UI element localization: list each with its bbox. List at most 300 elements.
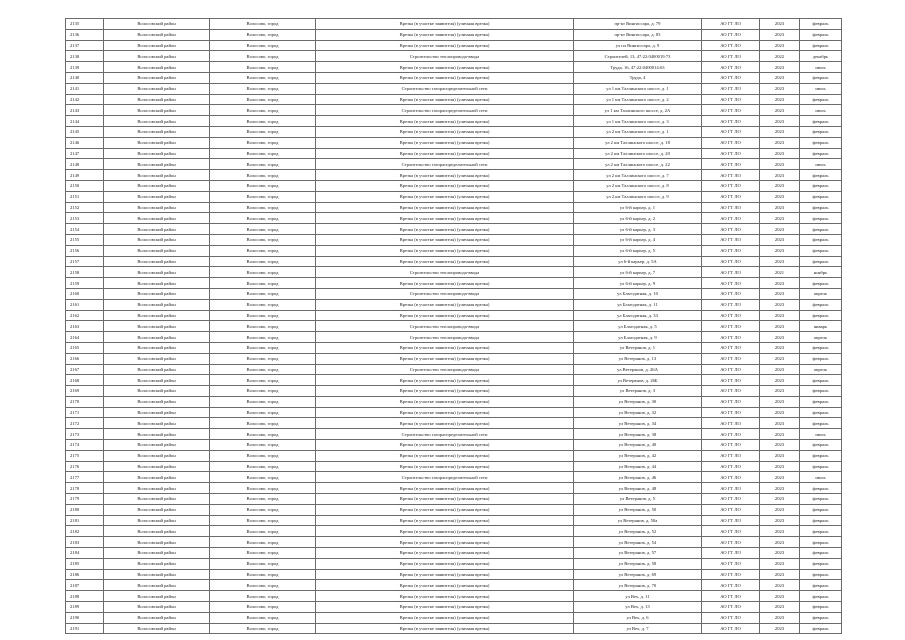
table-row [66,494,842,505]
row-number-cell: 2141 [66,83,104,94]
contractor-cell: АО ГТ ЛО [702,180,760,191]
month-cell: июль [800,472,842,483]
district-cell: Волосовский район [104,213,210,224]
row-number-cell: 2152 [66,202,104,213]
table-row [66,472,842,483]
year-cell: 2022 [760,51,800,62]
contractor-cell: АО ГТ ЛО [702,148,760,159]
year-cell: 2023 [760,29,800,40]
district-cell: Волосовский район [104,159,210,170]
row-number-cell: 2182 [66,526,104,537]
address-cell: ул Ветеранов, д. 40 [574,440,702,451]
year-cell: 2023 [760,72,800,83]
work-type-cell: Врезка (в участке заявителя) (уличная врезка) [316,342,574,353]
address-cell: ул Ветеранов, д. 38 [574,429,702,440]
row-number-cell: 2177 [66,472,104,483]
year-cell: 2023 [760,472,800,483]
month-cell: февраль [800,256,842,267]
settlement-cell: Волосово, город [210,245,316,256]
district-cell: Волосовский район [104,623,210,634]
table-row [66,580,842,591]
settlement-cell: Волосово, город [210,548,316,559]
district-cell: Волосовский район [104,116,210,127]
row-number-cell: 2189 [66,602,104,613]
address-cell: ул 6-й карьер, д. 2 [574,213,702,224]
contractor-cell: АО ГТ ЛО [702,472,760,483]
settlement-cell: Волосово, город [210,332,316,343]
row-number-cell: 2183 [66,537,104,548]
table-row [66,105,842,116]
district-cell: Волосовский район [104,245,210,256]
district-cell: Волосовский район [104,483,210,494]
contractor-cell: АО ГТ ЛО [702,29,760,40]
address-cell: ул 1 км Таллинского шоссе, д. 2А [574,105,702,116]
work-type-cell: Врезка (в участке заявителя) (уличная врезка) [316,180,574,191]
district-cell: Волосовский район [104,83,210,94]
work-type-cell: Врезка (в участке заявителя) (уличная врезка) [316,504,574,515]
work-type-cell: Строительство газораспределительной сети [316,159,574,170]
settlement-cell: Волосово, город [210,29,316,40]
month-cell: апрель [800,288,842,299]
year-cell: 2023 [760,288,800,299]
year-cell: 2023 [760,170,800,181]
month-cell: февраль [800,310,842,321]
work-type-cell: Строительство теплопровода-ввода [316,364,574,375]
year-cell: 2023 [760,494,800,505]
month-cell: февраль [800,116,842,127]
month-cell: февраль [800,342,842,353]
contractor-cell: АО ГТ ЛО [702,83,760,94]
settlement-cell: Волосово, город [210,159,316,170]
settlement-cell: Волосово, город [210,580,316,591]
year-cell: 2023 [760,62,800,73]
settlement-cell: Волосово, город [210,483,316,494]
year-cell: 2023 [760,105,800,116]
address-cell: ул Благодатная, д. 9 [574,332,702,343]
settlement-cell: Волосово, город [210,569,316,580]
district-cell: Волосовский район [104,407,210,418]
year-cell: 2023 [760,526,800,537]
settlement-cell: Волосово, город [210,148,316,159]
month-cell: февраль [800,72,842,83]
work-type-cell: Врезка (в участке заявителя) (уличная врезка) [316,526,574,537]
row-number-cell: 2136 [66,29,104,40]
address-cell: ул 6-й карьер, д. 9 [574,278,702,289]
work-type-cell: Строительство газораспределительной сети [316,429,574,440]
year-cell: 2023 [760,569,800,580]
table-row [66,202,842,213]
month-cell: февраль [800,602,842,613]
row-number-cell: 2164 [66,332,104,343]
work-type-cell: Врезка (в участке заявителя) (уличная врезка) [316,202,574,213]
row-number-cell: 2147 [66,148,104,159]
work-type-cell: Врезка (в участке заявителя) (уличная врезка) [316,548,574,559]
address-cell: ул 2 км Таллинского шоссе, д. 18 [574,137,702,148]
settlement-cell: Волосово, город [210,116,316,127]
month-cell: февраль [800,504,842,515]
settlement-cell: Волосово, город [210,321,316,332]
district-cell: Волосовский район [104,602,210,613]
month-cell: февраль [800,483,842,494]
row-number-cell: 2138 [66,51,104,62]
settlement-cell: Волосово, город [210,429,316,440]
address-cell: пр-кт Вингиссара, д. 79 [574,19,702,30]
table-row [66,51,842,62]
month-cell: февраль [800,299,842,310]
year-cell: 2023 [760,548,800,559]
work-type-cell: Строительство теплопровода-ввода [316,51,574,62]
row-number-cell: 2174 [66,440,104,451]
month-cell: февраль [800,170,842,181]
year-cell: 2023 [760,213,800,224]
settlement-cell: Волосово, город [210,526,316,537]
district-cell: Волосовский район [104,548,210,559]
work-type-cell: Врезка (в участке заявителя) (уличная врезка) [316,256,574,267]
address-cell: ул 1 км Таллинского шоссе, д. 2 [574,94,702,105]
row-number-cell: 2144 [66,116,104,127]
address-cell: ул 1 км Таллинского шоссе, д. 1 [574,83,702,94]
month-cell: февраль [800,558,842,569]
address-cell: Строителей, 13, 47:22:0400019:73 [574,51,702,62]
contractor-cell: АО ГТ ЛО [702,62,760,73]
year-cell: 2023 [760,602,800,613]
row-number-cell: 2148 [66,159,104,170]
settlement-cell: Волосово, город [210,504,316,515]
address-cell: ул Ветеранов, д. 42 [574,450,702,461]
address-cell: ул Ветеранов, д. 13 [574,353,702,364]
row-number-cell: 2178 [66,483,104,494]
contractor-cell: АО ГТ ЛО [702,504,760,515]
work-type-cell: Врезка (в участке заявителя) (уличная врезка) [316,515,574,526]
settlement-cell: Волосово, город [210,180,316,191]
month-cell: февраль [800,180,842,191]
month-cell: июль [800,429,842,440]
row-number-cell: 2159 [66,278,104,289]
district-cell: Волосовский район [104,537,210,548]
settlement-cell: Волосово, город [210,515,316,526]
work-type-cell: Врезка (в участке заявителя) (уличная врезка) [316,407,574,418]
district-cell: Волосовский район [104,375,210,386]
district-cell: Волосовский район [104,224,210,235]
row-number-cell: 2135 [66,19,104,30]
address-cell: ул Ветеранов, д. 26Б [574,375,702,386]
address-cell: ул 2 км Таллинского шоссе, д. 22 [574,159,702,170]
table-row [66,180,842,191]
district-cell: Волосовский район [104,418,210,429]
row-number-cell: 2166 [66,353,104,364]
contractor-cell: АО ГТ ЛО [702,623,760,634]
district-cell: Волосовский район [104,591,210,602]
contractor-cell: АО ГТ ЛО [702,569,760,580]
year-cell: 2023 [760,159,800,170]
month-cell: февраль [800,29,842,40]
address-cell: ул Вех, д. 7 [574,623,702,634]
year-cell: 2023 [760,94,800,105]
year-cell: 2023 [760,558,800,569]
settlement-cell: Волосово, город [210,440,316,451]
district-cell: Волосовский район [104,353,210,364]
district-cell: Волосовский район [104,396,210,407]
month-cell: февраль [800,396,842,407]
row-number-cell: 2158 [66,267,104,278]
work-type-cell: Врезка (в участке заявителя) (уличная врезка) [316,558,574,569]
table-row [66,332,842,343]
address-cell: ул Ветеранов, д. 58 [574,558,702,569]
settlement-cell: Волосово, город [210,450,316,461]
work-type-cell: Врезка (в участке заявителя) (уличная врезка) [316,116,574,127]
address-cell: ул Ветеранов, д. 3 [574,386,702,397]
row-number-cell: 2145 [66,126,104,137]
address-cell: ул Ветеранов, д. 70 [574,580,702,591]
table-row [66,623,842,634]
district-cell: Волосовский район [104,612,210,623]
settlement-cell: Волосово, город [210,40,316,51]
year-cell: 2023 [760,612,800,623]
table-row [66,504,842,515]
settlement-cell: Волосово, город [210,278,316,289]
table-row [66,159,842,170]
table-row [66,83,842,94]
contractor-cell: АО ГТ ЛО [702,342,760,353]
row-number-cell: 2169 [66,386,104,397]
month-cell: февраль [800,353,842,364]
settlement-cell: Волосово, город [210,224,316,235]
row-number-cell: 2150 [66,180,104,191]
work-type-cell: Врезка (в участке заявителя) (уличная врезка) [316,612,574,623]
contractor-cell: АО ГТ ЛО [702,105,760,116]
contractor-cell: АО ГТ ЛО [702,580,760,591]
row-number-cell: 2156 [66,245,104,256]
contractor-cell: АО ГТ ЛО [702,494,760,505]
table-row [66,396,842,407]
work-type-cell: Врезка (в участке заявителя) (уличная врезка) [316,245,574,256]
row-number-cell: 2139 [66,62,104,73]
year-cell: 2023 [760,440,800,451]
district-cell: Волосовский район [104,461,210,472]
year-cell: 2023 [760,515,800,526]
contractor-cell: АО ГТ ЛО [702,170,760,181]
address-cell: ул Ветеранов, д. 69 [574,569,702,580]
district-cell: Волосовский район [104,558,210,569]
settlement-cell: Волосово, город [210,72,316,83]
month-cell: декабрь [800,51,842,62]
row-number-cell: 2186 [66,569,104,580]
table-row [66,116,842,127]
district-cell: Волосовский район [104,321,210,332]
district-cell: Волосовский район [104,51,210,62]
address-cell: ул 6-й карьер, д. 1 [574,202,702,213]
work-type-cell: Врезка (в участке заявителя) (уличная врезка) [316,450,574,461]
contractor-cell: АО ГТ ЛО [702,548,760,559]
month-cell: февраль [800,461,842,472]
month-cell: февраль [800,137,842,148]
settlement-cell: Волосово, город [210,472,316,483]
contractor-cell: АО ГТ ЛО [702,321,760,332]
row-number-cell: 2181 [66,515,104,526]
month-cell: февраль [800,537,842,548]
table-row [66,450,842,461]
settlement-cell: Волосово, город [210,94,316,105]
work-type-cell: Врезка (в участке заявителя) (уличная врезка) [316,483,574,494]
month-cell: февраль [800,94,842,105]
contractor-cell: АО ГТ ЛО [702,137,760,148]
row-number-cell: 2180 [66,504,104,515]
month-cell: февраль [800,202,842,213]
district-cell: Волосовский район [104,72,210,83]
month-cell: февраль [800,148,842,159]
row-number-cell: 2146 [66,137,104,148]
row-number-cell: 2167 [66,364,104,375]
row-number-cell: 2191 [66,623,104,634]
row-number-cell: 2187 [66,580,104,591]
address-cell: ул Ветеранов, д. 46 [574,472,702,483]
address-cell: ул 2 км Таллинского шоссе, д. 9 [574,191,702,202]
district-cell: Волосовский район [104,310,210,321]
year-cell: 2023 [760,580,800,591]
settlement-cell: Волосово, город [210,602,316,613]
address-cell: ул пл Вингиссара, д. 9 [574,40,702,51]
table-row [66,267,842,278]
month-cell: февраль [800,40,842,51]
settlement-cell: Волосово, город [210,386,316,397]
district-cell: Волосовский район [104,234,210,245]
address-cell: ул Ветеранов, д. 57 [574,548,702,559]
table-row [66,342,842,353]
address-cell: ул Ветеранов, д. 1 [574,342,702,353]
district-cell: Волосовский район [104,19,210,30]
work-type-cell: Врезка (в участке заявителя) (уличная врезка) [316,386,574,397]
settlement-cell: Волосово, город [210,202,316,213]
work-type-cell: Врезка (в участке заявителя) (уличная врезка) [316,72,574,83]
month-cell: февраль [800,19,842,30]
contractor-cell: АО ГТ ЛО [702,440,760,451]
work-type-cell: Врезка (в участке заявителя) (уличная врезка) [316,170,574,181]
table-row [66,310,842,321]
work-type-cell: Врезка (в участке заявителя) (уличная врезка) [316,126,574,137]
year-cell: 2023 [760,407,800,418]
table-row [66,612,842,623]
month-cell: февраль [800,569,842,580]
settlement-cell: Волосово, город [210,191,316,202]
work-type-cell: Врезка (в участке заявителя) (уличная врезка) [316,440,574,451]
settlement-cell: Волосово, город [210,591,316,602]
contractor-cell: АО ГТ ЛО [702,126,760,137]
settlement-cell: Волосово, город [210,418,316,429]
table-row [66,602,842,613]
table-row [66,62,842,73]
work-type-cell: Врезка (в участке заявителя) (уличная врезка) [316,494,574,505]
year-cell: 2023 [760,256,800,267]
contractor-cell: АО ГТ ЛО [702,558,760,569]
work-type-cell: Врезка (в участке заявителя) (уличная врезка) [316,191,574,202]
settlement-cell: Волосово, город [210,407,316,418]
month-cell: февраль [800,418,842,429]
contractor-cell: АО ГТ ЛО [702,278,760,289]
contractor-cell: АО ГТ ЛО [702,159,760,170]
year-cell: 2023 [760,504,800,515]
settlement-cell: Волосово, город [210,62,316,73]
address-cell: ул Ветеранов, д. 50 [574,504,702,515]
address-cell: Труда, 4 [574,72,702,83]
address-cell: ул Ветеранов, д. 52 [574,526,702,537]
year-cell: 2023 [760,278,800,289]
work-type-cell: Врезка (в участке заявителя) (уличная врезка) [316,224,574,235]
month-cell: февраль [800,440,842,451]
year-cell: 2023 [760,83,800,94]
work-type-cell: Врезка (в участке заявителя) (уличная врезка) [316,278,574,289]
year-cell: 2023 [760,483,800,494]
table-row [66,299,842,310]
settlement-cell: Волосово, город [210,310,316,321]
year-cell: 2023 [760,396,800,407]
settlement-cell: Волосово, город [210,353,316,364]
settlement-cell: Волосово, город [210,623,316,634]
work-type-cell: Врезка (в участке заявителя) (уличная врезка) [316,580,574,591]
year-cell: 2023 [760,191,800,202]
contractor-cell: АО ГТ ЛО [702,51,760,62]
district-cell: Волосовский район [104,278,210,289]
year-cell: 2023 [760,224,800,235]
table-row [66,548,842,559]
month-cell: июль [800,62,842,73]
work-type-cell: Врезка (в участке заявителя) (уличная врезка) [316,299,574,310]
settlement-cell: Волосово, город [210,558,316,569]
row-number-cell: 2185 [66,558,104,569]
table-row [66,19,842,30]
document-page [65,18,841,634]
year-cell: 2023 [760,450,800,461]
row-number-cell: 2171 [66,407,104,418]
work-type-cell: Строительство газораспределительной сети [316,472,574,483]
district-cell: Волосовский район [104,29,210,40]
district-cell: Волосовский район [104,288,210,299]
month-cell: январь [800,321,842,332]
district-cell: Волосовский район [104,580,210,591]
table-row [66,483,842,494]
year-cell: 2023 [760,418,800,429]
row-number-cell: 2168 [66,375,104,386]
month-cell: февраль [800,580,842,591]
contractor-cell: АО ГТ ЛО [702,386,760,397]
table-row [66,29,842,40]
district-cell: Волосовский район [104,137,210,148]
contractor-cell: АО ГТ ЛО [702,591,760,602]
work-type-cell: Врезка (в участке заявителя) (уличная врезка) [316,29,574,40]
address-cell: ул Благодатная, д. 10 [574,288,702,299]
address-cell: пр-кт Вингиссара, д. 83 [574,29,702,40]
table-row [66,375,842,386]
work-type-cell: Врезка (в участке заявителя) (уличная врезка) [316,310,574,321]
row-number-cell: 2143 [66,105,104,116]
settlement-cell: Волосово, город [210,83,316,94]
settlement-cell: Волосово, город [210,170,316,181]
row-number-cell: 2190 [66,612,104,623]
table-row [66,191,842,202]
month-cell: февраль [800,526,842,537]
year-cell: 2023 [760,148,800,159]
contractor-cell: АО ГТ ЛО [702,396,760,407]
district-cell: Волосовский район [104,94,210,105]
row-number-cell: 2160 [66,288,104,299]
district-cell: Волосовский район [104,386,210,397]
work-type-cell: Врезка (в участке заявителя) (уличная врезка) [316,396,574,407]
table-row [66,526,842,537]
year-cell: 2023 [760,623,800,634]
table-row [66,288,842,299]
month-cell: февраль [800,407,842,418]
settlement-cell: Волосово, город [210,461,316,472]
settlement-cell: Волосово, город [210,19,316,30]
